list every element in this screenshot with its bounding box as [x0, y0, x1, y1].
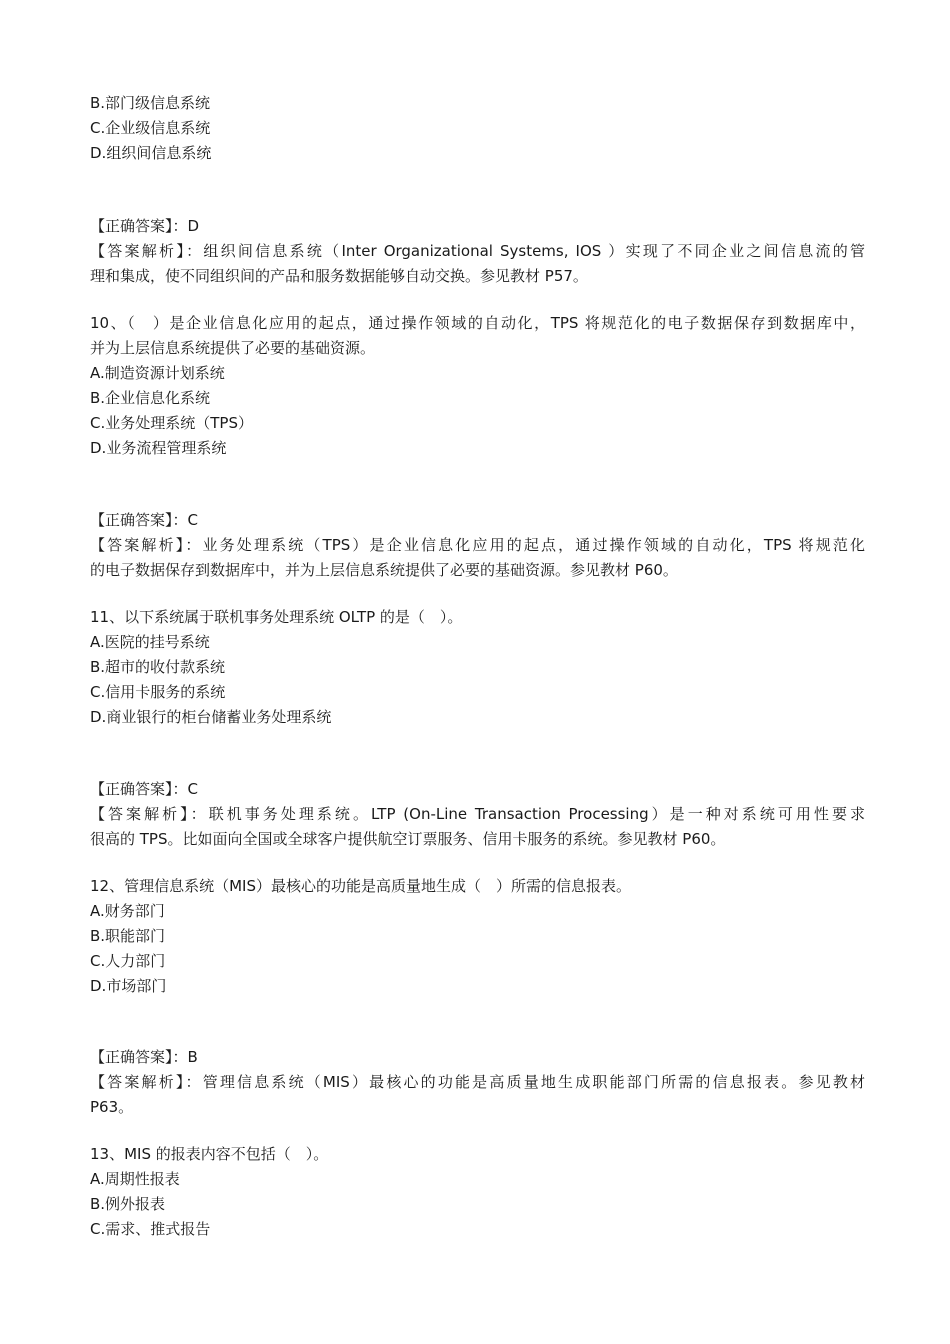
q9-option-b: B.部门级信息系统 [90, 94, 211, 112]
q12-option-c: C.人力部门 [90, 952, 166, 970]
q9-analysis-line1: 【答案解析】：组织间信息系统（Inter Organizational Systems, IOS ）实现了不同企业之间信息流的管 [90, 242, 865, 260]
q13-option-b: B.例外报表 [90, 1195, 166, 1213]
q12-option-b: B.职能部门 [90, 927, 166, 945]
q10-correct-answer: 【正确答案】：C [90, 511, 198, 529]
q13-stem: 13、MIS 的报表内容不包括（ ）。 [90, 1145, 329, 1163]
q11-option-c: C.信用卡服务的系统 [90, 683, 226, 701]
q10-option-d: D.业务流程管理系统 [90, 439, 227, 457]
q12-option-a: A.财务部门 [90, 902, 165, 920]
q12-correct-answer: 【正确答案】：B [90, 1048, 198, 1066]
q11-stem: 11、以下系统属于联机事务处理系统 OLTP 的是（ ）。 [90, 608, 463, 626]
q9-option-c: C.企业级信息系统 [90, 119, 211, 137]
q11-option-d: D.商业银行的柜台储蓄业务处理系统 [90, 708, 332, 726]
q13-option-a: A.周期性报表 [90, 1170, 180, 1188]
q9-option-d: D.组织间信息系统 [90, 144, 212, 162]
q11-option-b: B.超市的收付款系统 [90, 658, 226, 676]
q11-option-a: A.医院的挂号系统 [90, 633, 210, 651]
q9-correct-answer: 【正确答案】：D [90, 217, 200, 235]
q11-analysis-line1: 【答案解析】：联机事务处理系统。LTP (On-Line Transaction Processing）是一种对系统可用性要求 [90, 805, 865, 823]
q12-stem: 12、管理信息系统（MIS）最核心的功能是高质量地生成（ ）所需的信息报表。 [90, 877, 631, 895]
q12-analysis-line1: 【答案解析】：管理信息系统（MIS）最核心的功能是高质量地生成职能部门所需的信息报表。参见教材 [90, 1073, 865, 1091]
q11-correct-answer: 【正确答案】：C [90, 780, 198, 798]
q12-analysis-line2: P63。 [90, 1098, 134, 1116]
q11-analysis-line2: 很高的 TPS。比如面向全国或全球客户提供航空订票服务、信用卡服务的系统。参见教材 P60。 [90, 830, 726, 848]
q13-option-c: C.需求、推式报告 [90, 1220, 211, 1238]
q10-stem-line1: 10、（ ）是企业信息化应用的起点，通过操作领域的自动化，TPS 将规范化的电子数据保存到数据库中， [90, 314, 865, 332]
q9-analysis-line2: 理和集成，使不同组织间的产品和服务数据能够自动交换。参见教材 P57。 [90, 267, 588, 285]
q10-analysis-line2: 的电子数据保存到数据库中，并为上层信息系统提供了必要的基础资源。参见教材 P60。 [90, 561, 678, 579]
q10-option-b: B.企业信息化系统 [90, 389, 211, 407]
q10-option-c: C.业务处理系统（TPS） [90, 414, 253, 432]
q10-analysis-line1: 【答案解析】：业务处理系统（TPS）是企业信息化应用的起点，通过操作领域的自动化，TPS 将规范化 [90, 536, 865, 554]
q12-option-d: D.市场部门 [90, 977, 167, 995]
q10-option-a: A.制造资源计划系统 [90, 364, 225, 382]
q10-stem-line2: 并为上层信息系统提供了必要的基础资源。 [90, 339, 376, 357]
